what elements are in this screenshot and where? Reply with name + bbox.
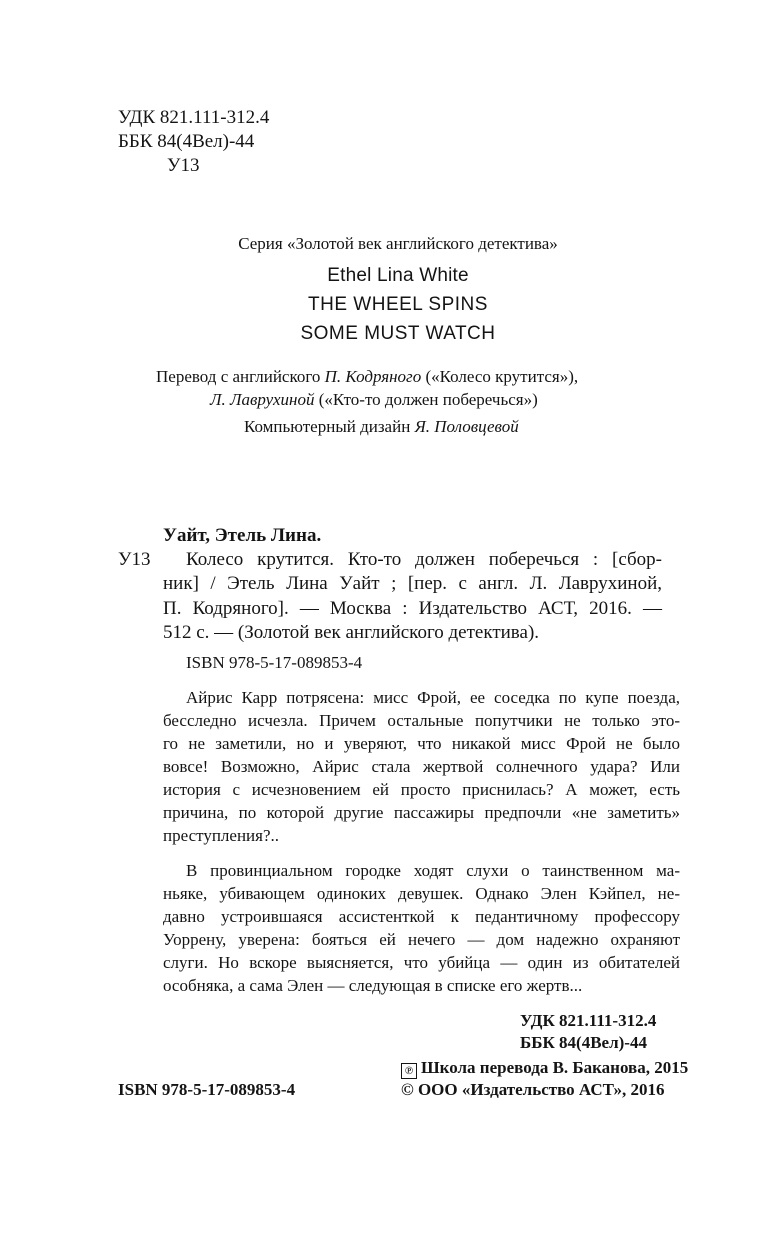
design-credit xyxy=(244,416,519,438)
original-title-2: SOME MUST WATCH xyxy=(300,323,496,344)
designer-name: Я. Половцевой xyxy=(414,417,519,436)
copyright-line-1: Школа перевода В. Баканова, 2015 xyxy=(421,1058,689,1077)
annotation-line: преступления?.. xyxy=(163,826,280,845)
translation-suffix-1: («Колесо крутится»), xyxy=(421,367,579,386)
annotation-line: В провинциальном городке ходят слухи о таинственном ма- xyxy=(186,861,680,880)
catalog-line-2: ник] / Этель Лина Уайт ; [пер. с англ. Л. Лаврухиной, xyxy=(163,573,662,594)
annotation-line: ньяке, убивающем одиноких девушек. Однако Элен Кэйпел, не- xyxy=(163,884,680,903)
series-line: Серия «Золотой век английского детектива» xyxy=(238,234,558,253)
bottom-isbn: ISBN 978-5-17-089853-4 xyxy=(118,1080,296,1099)
annotation-line: причина, по которой другие пассажиры предпочли «не заметить» xyxy=(163,803,680,822)
copyright-translation-school xyxy=(401,1057,688,1079)
bottom-bbk: ББК 84(4Вел)-44 xyxy=(520,1033,647,1052)
annotation-line: Уоррену, уверена: бояться ей нечего — дом надежно охраняют xyxy=(163,930,680,949)
translation-line-1 xyxy=(156,366,578,388)
phonogram-copyright-icon: ℗ xyxy=(401,1063,417,1079)
copyright-line-2: © ООО «Издательство АСТ», 2016 xyxy=(401,1080,665,1099)
udk-code: УДК 821.111-312.4 xyxy=(118,107,270,128)
annotation-line: слуги. Но вскоре выясняется, что убийца — один из обитателей xyxy=(163,953,680,972)
bbk-code: ББК 84(4Вел)-44 xyxy=(118,131,255,152)
catalog-author-heading: Уайт, Этель Лина. xyxy=(163,525,322,546)
catalog-line-1: Колесо крутится. Кто-то должен поберечься : [сбор- xyxy=(186,549,662,570)
catalog-code: У13 xyxy=(118,549,151,570)
annotation-line: бесследно исчезла. Причем остальные попутчики не только это- xyxy=(163,711,680,730)
original-title-1: THE WHEEL SPINS xyxy=(308,294,488,315)
annotation-line: давно устроившаяся ассистенткой к педантичному профессору xyxy=(163,907,680,926)
annotation-line: особняка, а сама Элен — следующая в списке его жертв... xyxy=(163,976,583,995)
catalog-line-3: П. Кодряного]. — Москва : Издательство АСТ, 2016. — xyxy=(163,598,662,619)
annotation-line: Айрис Карр потрясена: мисс Фрой, ее соседка по купе поезда, xyxy=(186,688,680,707)
design-prefix: Компьютерный дизайн xyxy=(244,417,415,436)
translation-prefix: Перевод с английского xyxy=(156,367,325,386)
original-author: Ethel Lina White xyxy=(327,265,469,286)
annotation-line: го не заметили, но и уверяют, что никакой мисс Фрой не было xyxy=(163,734,680,753)
translator-1: П. Кодряного xyxy=(324,367,422,386)
translation-suffix-2: («Кто-то должен поберечься») xyxy=(314,390,538,409)
bottom-udk: УДК 821.111-312.4 xyxy=(520,1011,657,1030)
translation-line-2 xyxy=(210,389,538,411)
annotation-line: история с исчезновением ей просто приснилась? А может, есть xyxy=(163,780,680,799)
catalog-line-4: 512 с. — (Золотой век английского детектива). xyxy=(163,622,540,643)
translator-2: Л. Лаврухиной xyxy=(210,390,315,409)
annotation-line: вовсе! Возможно, Айрис стала жертвой солнечного удара? Или xyxy=(163,757,680,776)
catalog-isbn: ISBN 978-5-17-089853-4 xyxy=(186,653,363,672)
author-sign-code: У13 xyxy=(167,155,200,176)
